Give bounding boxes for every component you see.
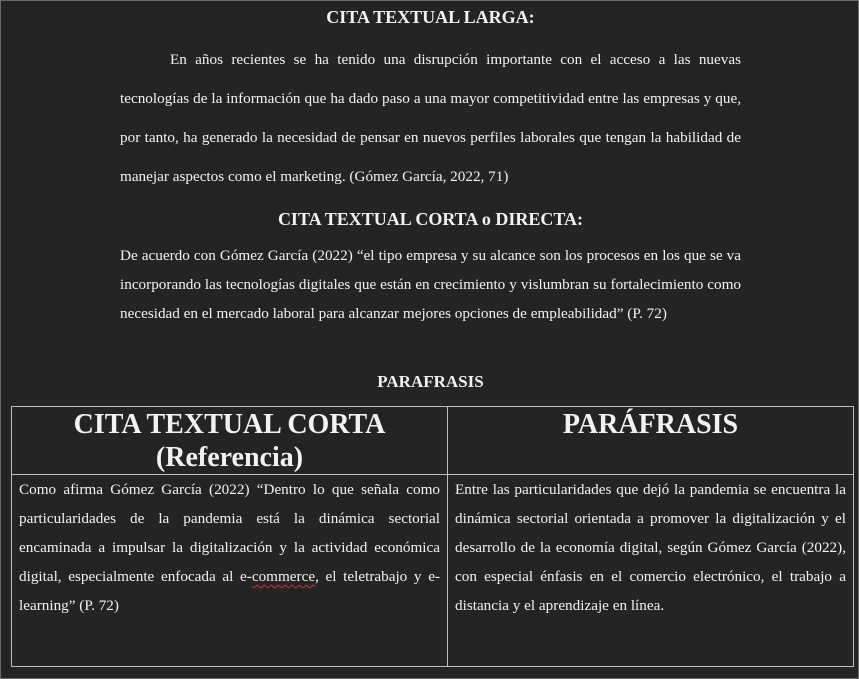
table-header-row — [12, 407, 854, 475]
header-parafrasis: PARÁFRASIS — [448, 407, 854, 475]
comparison-table — [11, 406, 854, 667]
paragraph-cita-corta: De acuerdo con Gómez García (2022) “el tipo empresa y su alcance son los procesos en los que se va incorporando las tecnologías digitales que están en crecimiento y vislumbran su fortalecimiento como necesidad en el mercado laboral para alcanzar mejores opciones de empleabilidad” (P. 72) — [120, 247, 741, 322]
cell-cita-text-end: , el teletrabajo y e-learning” (P. 72) — [19, 568, 440, 614]
cell-cita-text-start: Como afirma Gómez García (2022) “Dentro lo que señala como particularidades de la pandemia está la dinámica sectorial encaminada a impulsar la digitalización y la actividad económica digital, especialmente enfocada al e- — [19, 481, 440, 585]
paragraph-cita-larga: En años recientes se ha tenido una disrupción importante con el acceso a las nuevas tecnologías de la información que ha dado paso a una mayor competitividad entre las empresas y que, por tanto, ha generado la necesidad de pensar en nuevos perfiles laborales que tengan la habilidad de manejar aspectos como el marketing. (Gómez García, 2022, 71) — [120, 51, 741, 185]
header-cita-textual-corta: CITA TEXTUAL CORTA (Referencia) — [12, 407, 448, 475]
cell-cita-textual-corta — [12, 475, 448, 667]
heading-cita-corta: CITA TEXTUAL CORTA o DIRECTA: — [277, 209, 584, 229]
cell-parafrasis: Entre las particularidades que dejó la pandemia se encuentra la dinámica sectorial orientada a promover la digitalización y el desarrollo de la economía digital, según Gómez García (2022), con especial énfasis en el comercio electrónico, el trabajo a distancia y el aprendizaje en línea. — [448, 475, 854, 667]
heading-parafrasis: PARAFRASIS — [377, 372, 484, 391]
heading-cita-larga: CITA TEXTUAL LARGA: — [326, 7, 535, 27]
spellcheck-flagged-word[interactable]: commerce — [251, 568, 316, 585]
table-row — [12, 475, 854, 667]
